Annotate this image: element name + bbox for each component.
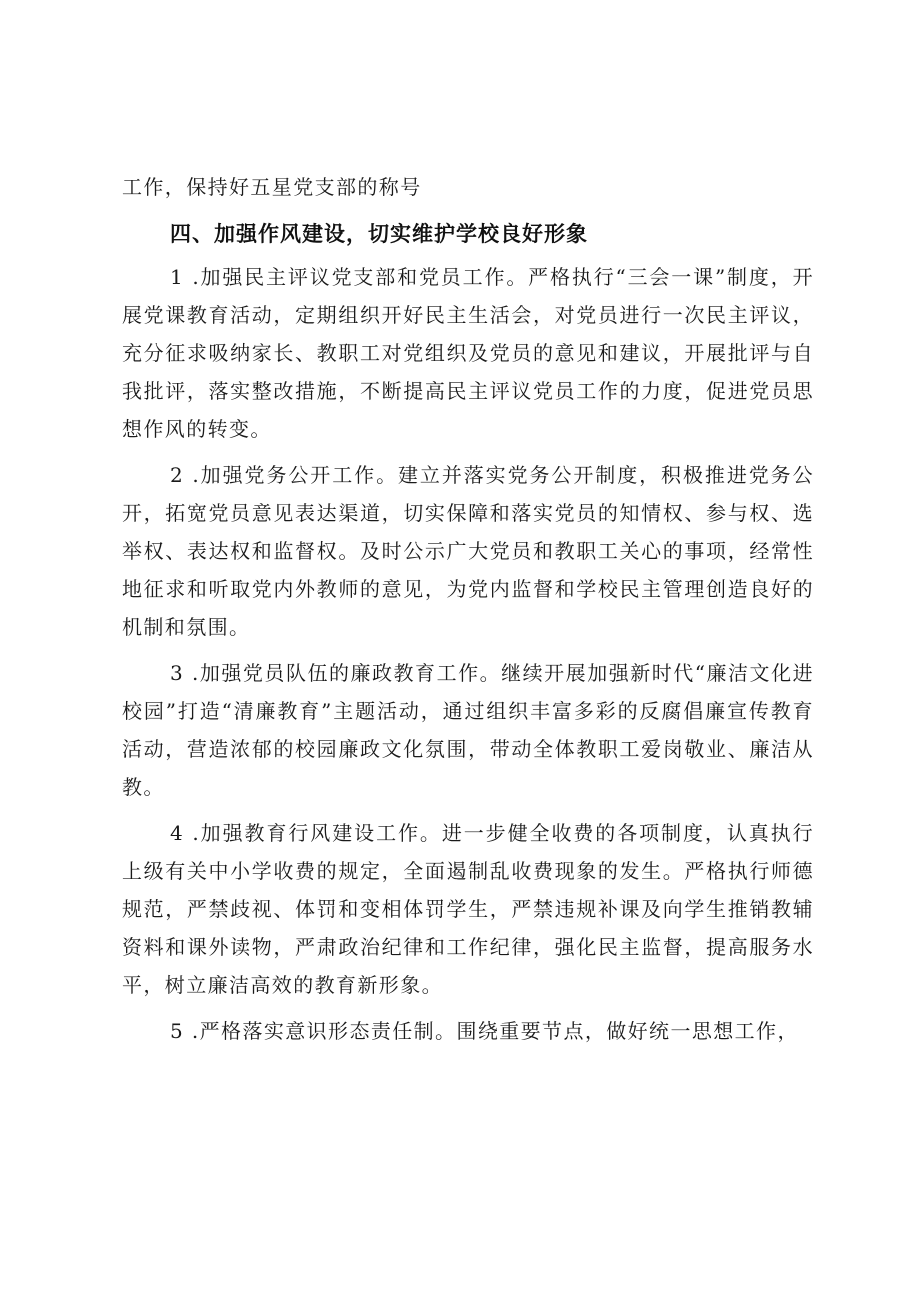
section-heading: 四、加强作风建设，切实维护学校良好形象: [170, 222, 588, 246]
paragraph-5: 5 .严格落实意识形态责任制。围绕重要节点，做好统一思想工作，: [170, 1019, 799, 1043]
continuation-text: 工作，保持好五星党支部的称号: [122, 175, 422, 199]
paragraph-4: 4 .加强教育行风建设工作。进一步健全收费的各项制度，认真执行上级有关中小学收费的规定，全面遏制乱收费现象的发生。严格执行师德规范，严禁歧视、体罚和变相体罚学生，严禁违规补课及向学生推销教辅资料和课外读物，严肃政治纪律和工作纪律，强化民主监督，提高服务水平，树立廉洁高效的教育新形象。: [122, 821, 814, 997]
document-body: [122, 168, 814, 1050]
paragraph-2: 2 .加强党务公开工作。建立并落实党务公开制度，积极推进党务公开，拓宽党员意见表达渠道，切实保障和落实党员的知情权、参与权、选举权、表达权和监督权。及时公示广大党员和教职工关心的事项，经常性地征求和听取党内外教师的意见，为党内监督和学校民主管理创造良好的机制和氛围。: [122, 463, 814, 639]
paragraph-3: 3 .加强党员队伍的廉政教育工作。继续开展加强新时代“廉洁文化进校园”打造“清廉教育”主题活动，通过组织丰富多彩的反腐倡廉宣传教育活动，营造浓郁的校园廉政文化氛围，带动全体教职工爱岗敬业、廉洁从教。: [122, 661, 814, 799]
paragraph-1: 1 .加强民主评议党支部和党员工作。严格执行“三会一课”制度，开展党课教育活动，定期组织开好民主生活会，对党员进行一次民主评议，充分征求吸纳家长、教职工对党组织及党员的意见和建议，开展批评与自我批评，落实整改措施，不断提高民主评议党员工作的力度，促进党员思想作风的转变。: [122, 265, 814, 441]
